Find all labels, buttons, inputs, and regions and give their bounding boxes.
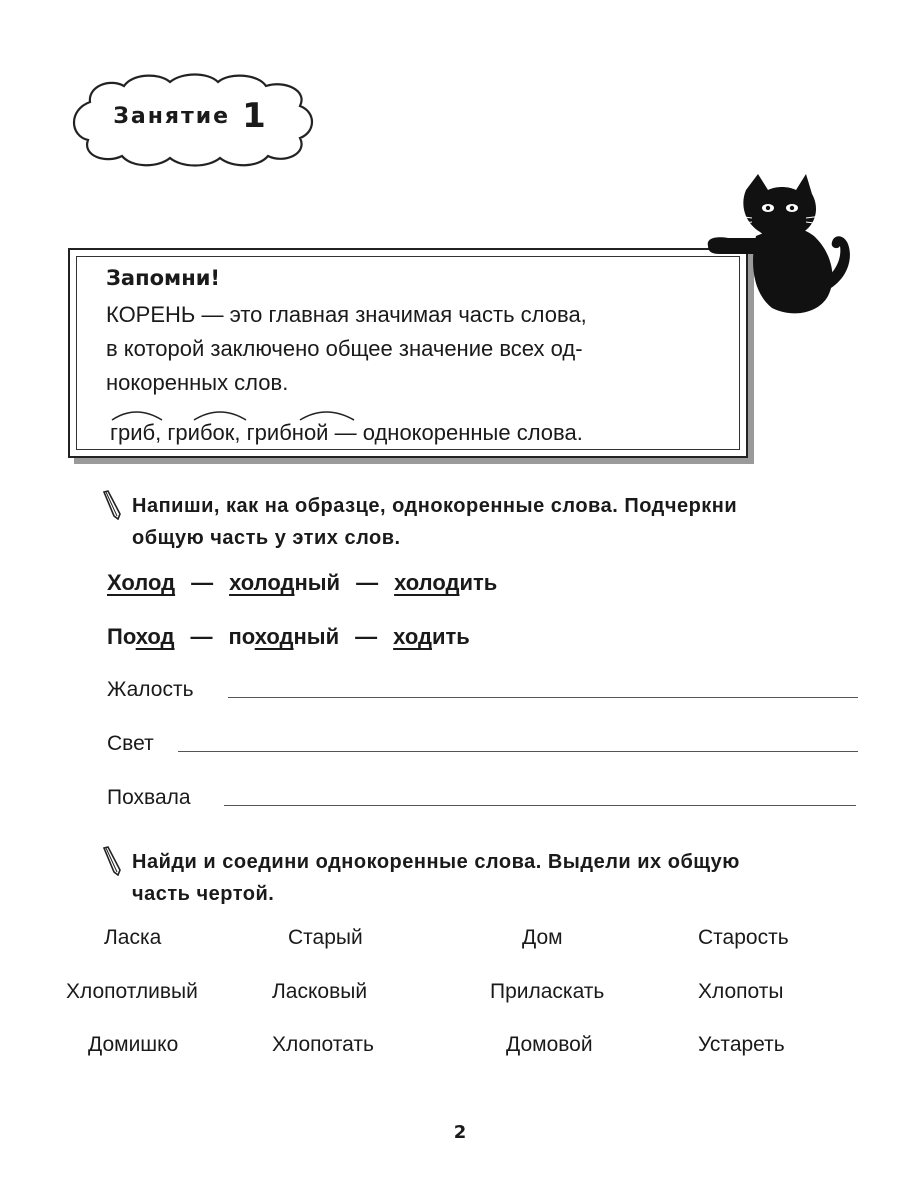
rule-line-3: нокоренных слов. xyxy=(106,370,289,395)
example1-part: Холод xyxy=(107,570,176,595)
match-word[interactable]: Приласкать xyxy=(490,980,605,1003)
rule-heading: Запомни! xyxy=(106,266,220,290)
lesson-title xyxy=(62,72,317,160)
task1-instructions xyxy=(132,490,737,554)
example1-part: холод xyxy=(229,570,295,595)
match-word[interactable]: Старость xyxy=(698,926,789,949)
task2-instructions xyxy=(132,846,740,910)
answer-line-3[interactable] xyxy=(224,805,856,806)
task1-example-1: Холод — холодный — холодить xyxy=(107,570,498,595)
prompt-word-3: Похвала xyxy=(107,786,191,809)
task1-example-2: Поход — походный — ходить xyxy=(107,624,470,649)
rule-line-1: КОРЕНЬ — это главная значимая часть слова, xyxy=(106,302,587,327)
match-word[interactable]: Домишко xyxy=(88,1033,179,1056)
task2-line-1: Найди и соедини однокоренные слова. Выдели их общую xyxy=(132,851,740,873)
black-cat-icon xyxy=(706,172,866,320)
example2-part: ход xyxy=(135,624,175,649)
example-word-2: грибок xyxy=(167,420,235,445)
lesson-label: Занятие xyxy=(113,103,231,129)
task1-line-1: Напиши, как на образце, однокоренные слова. Подчеркни xyxy=(132,495,738,517)
answer-line-1[interactable] xyxy=(228,697,858,698)
example2-part: ход xyxy=(254,624,294,649)
rule-line-2: в которой заключено общее значение всех од- xyxy=(106,336,583,361)
page-number: 2 xyxy=(453,1122,467,1143)
example-tail: — однокоренные слова. xyxy=(334,420,583,445)
lesson-number: 1 xyxy=(242,96,266,136)
pencil-icon xyxy=(100,846,122,876)
task1-line-2: общую часть у этих слов. xyxy=(132,527,401,549)
pencil-icon xyxy=(100,490,122,520)
match-word[interactable]: Хлопотать xyxy=(272,1033,374,1056)
match-word[interactable]: Домовой xyxy=(506,1033,593,1056)
example-word-3: грибной xyxy=(246,420,329,445)
example1-part: холод xyxy=(394,570,460,595)
example-word-1: гриб xyxy=(110,420,156,445)
prompt-word-1: Жалость xyxy=(107,678,194,701)
root-example: гриб, грибок, грибной — однокоренные слова. xyxy=(110,420,583,445)
match-word[interactable]: Дом xyxy=(522,926,563,949)
match-word[interactable]: Ласка xyxy=(104,926,162,949)
match-word[interactable]: Хлопотливый xyxy=(66,980,198,1003)
task2-line-2: часть чертой. xyxy=(132,883,275,905)
match-word[interactable]: Ласковый xyxy=(272,980,368,1003)
match-word[interactable]: Хлопоты xyxy=(698,980,784,1003)
match-word[interactable]: Устареть xyxy=(698,1033,785,1056)
example2-part: ход xyxy=(393,624,432,649)
prompt-word-2: Свет xyxy=(107,732,154,755)
answer-line-2[interactable] xyxy=(178,751,858,752)
match-word[interactable]: Старый xyxy=(288,926,363,949)
